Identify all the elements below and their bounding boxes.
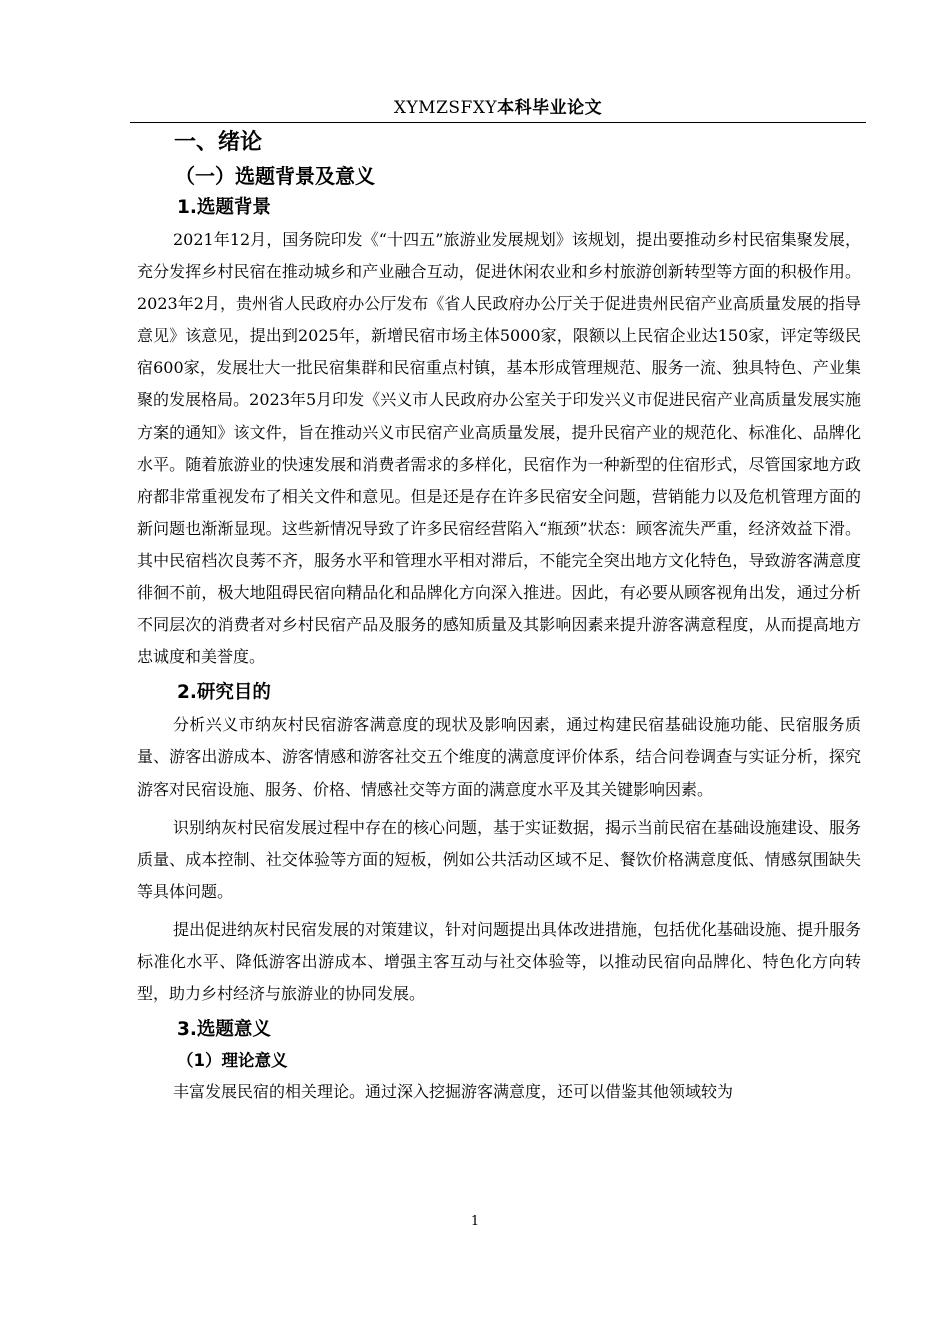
section-title: （一）选题背景及意义 [175, 164, 375, 188]
subsection-title-purpose: 2.研究目的 [177, 682, 271, 704]
header-title: 本科毕业论文 [497, 98, 603, 118]
header-prefix: XYMZSFXY [393, 98, 498, 118]
purpose-paragraph-1: 分析兴义市纳灰村民宿游客满意度的现状及影响因素，通过构建民宿基础设施功能、民宿服务质量、游客出游成本、游客情感和游客社交五个维度的满意度评价体系，结合问卷调查与实证分析，探究游客对民宿设施、服务、价格、情感社交等方面的满意度水平及其关键影响因素。 [137, 715, 861, 799]
purpose-paragraph-3: 提出促进纳灰村民宿发展的对策建议，针对问题提出具体改进措施，包括优化基础设施、提升服务标准化水平、降低游客出游成本、增强主客互动与社交体验等，以推动民宿向品牌化、特色化方向转型，助力乡村经济与旅游业的协同发展。 [137, 919, 862, 1004]
page-header [130, 96, 866, 123]
subsection-title-background: 1.选题背景 [177, 197, 271, 218]
subsection-title-significance: 3.选题意义 [177, 1019, 271, 1041]
theory-significance-paragraph: 丰富发展民宿的相关理论。通过深入挖掘游客满意度，还可以借鉴其他领域较为 [173, 1082, 734, 1102]
purpose-paragraph-2: 识别纳灰村民宿发展过程中存在的核心问题，基于实证数据，揭示当前民宿在基础设施建设、服务质量、成本控制、社交体验等方面的短板，例如公共活动区域不足、餐饮价格满意度低、情感氛围缺失等具体问题。 [137, 817, 862, 901]
page-number: 1 [470, 1214, 480, 1229]
page-body [137, 126, 861, 1108]
theory-significance-title: （1）理论意义 [177, 1051, 288, 1071]
chapter-title: 一、绪论 [174, 130, 263, 155]
header-text [130, 96, 866, 120]
background-paragraph: 2021年12月，国务院印发《“十四五”旅游业发展规划》该规划，提出要推动乡村民宿集聚发展，充分发挥乡村民宿在推动城乡和产业融合互动，促进休闲农业和乡村旅游创新转型等方面的积极作用。2023年2月，贵州省人民政府办公厅发布《省人民政府办公厅关于促进贵州民宿产业高质量发展的指导意见》该意见，提出到2025年，新增民宿市场主体5000家，限额以上民宿企业达150家，评定等级民宿600家，发展壮大一批民宿集群和民宿重点村镇，基本形成管理规范、服务一流、独具特色、产业集聚的发展格局。2023年5月印发《兴义市人民政府办公室关于印发兴义市促进民宿产业高质量发展实施方案的通知》该文件，旨在推动兴义市民宿产业高质量发展，提升民宿产业的规范化、标准化、品牌化水平。随着旅游业的快速发展和消费者需求的多样化，民宿作为一种新型的住宿形式，尽管国家地方政府都非常重视发布了相关文件和意见。但是还是存在许多民宿安全问题，营销能力以及危机管理方面的新问题也渐渐显现。这些新情况导致了许多民宿经营陷入“瓶颈”状态：顾客流失严重，经济效益下滑。其中民宿档次良莠不齐，服务水平和管理水平相对滞后，不能完全突出地方文化特色，导致游客满意度徘徊不前，极大地阻碍民宿向精品化和品牌化方向深入推进。因此，有必要从顾客视角出发，通过分析不同层次的消费者对乡村民宿产品及服务的感知质量及其影响因素来提升游客满意程度，从而提高地方忠诚度和美誉度。 [137, 230, 861, 667]
